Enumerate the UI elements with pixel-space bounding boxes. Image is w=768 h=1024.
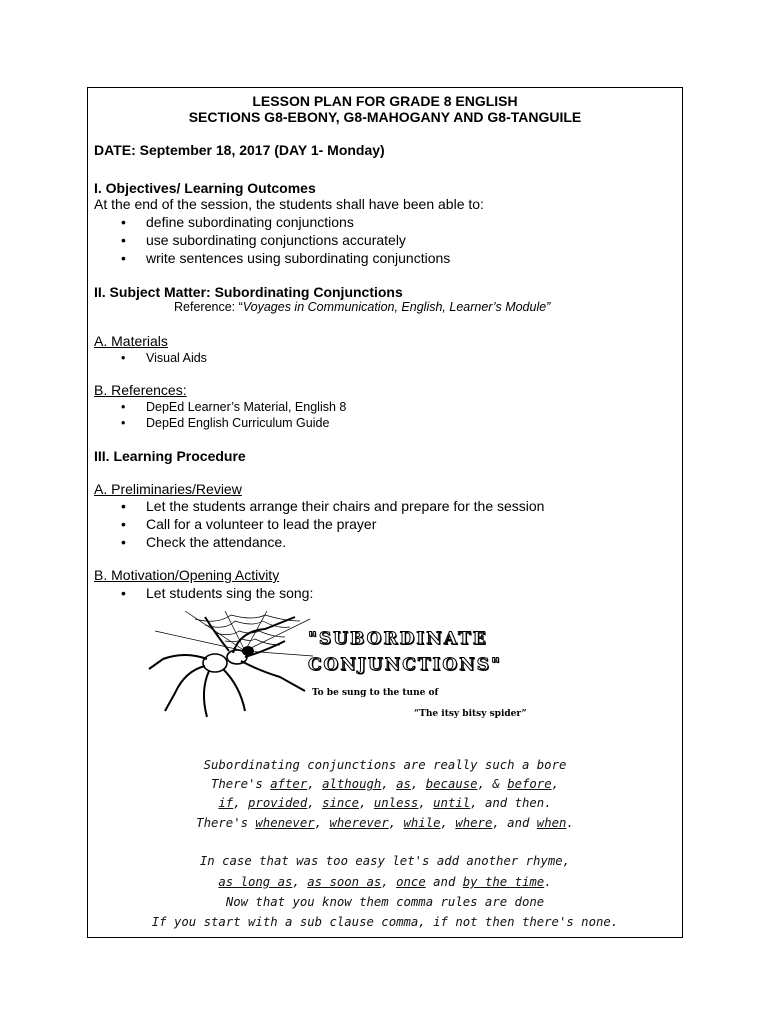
spider-web-illustration bbox=[145, 611, 313, 719]
lyric-line: In case that was too easy let's add another rhyme, bbox=[199, 854, 571, 868]
subject-matter-heading: II. Subject Matter: Subordinating Conjunctions bbox=[94, 284, 403, 300]
lyric-line: Subordinating conjunctions are really such a bore bbox=[203, 758, 567, 772]
motivation-item: • Let students sing the song: bbox=[121, 585, 314, 601]
references-heading: B. References: bbox=[94, 382, 187, 398]
lyric-line: There's after, although, as, because, & before, bbox=[210, 777, 560, 791]
subject-reference: Reference: “Voyages in Communication, English, Learner’s Module” bbox=[174, 300, 551, 314]
procedure-heading: III. Learning Procedure bbox=[94, 448, 246, 464]
lyric-line: Now that you know them comma rules are done bbox=[225, 895, 545, 909]
tune-line-2: “The itsy bitsy spider” bbox=[414, 709, 527, 719]
preliminaries-heading: A. Preliminaries/Review bbox=[94, 481, 242, 497]
spider bbox=[149, 617, 305, 717]
title-line-1: LESSON PLAN FOR GRADE 8 ENGLISH bbox=[252, 93, 518, 109]
preliminary-item: • Check the attendance. bbox=[121, 534, 287, 550]
preliminary-item: • Let the students arrange their chairs and prepare for the session bbox=[121, 498, 545, 514]
lyric-line: if, provided, since, unless, until, and then. bbox=[218, 796, 552, 810]
reference-item: • DepEd Learner’s Material, English 8 bbox=[121, 400, 347, 414]
materials-heading: A. Materials bbox=[94, 333, 168, 349]
title-line-2: SECTIONS G8-EBONY, G8-MAHOGANY AND G8-TANGUILE bbox=[188, 109, 582, 125]
objective-item: • write sentences using subordinating conjunctions bbox=[121, 250, 451, 266]
lyric-line: as long as, as soon as, once and by the time. bbox=[218, 875, 552, 889]
lyric-line: There's whenever, wherever, while, where, and when. bbox=[196, 816, 574, 830]
motivation-heading: B. Motivation/Opening Activity bbox=[94, 567, 280, 583]
material-item: • Visual Aids bbox=[121, 351, 207, 365]
song-title-line-2: CONJUNCTIONS" bbox=[308, 655, 502, 675]
objective-item: • use subordinating conjunctions accurately bbox=[121, 232, 406, 248]
lyric-line: If you start with a sub clause comma, if not then there's none. bbox=[151, 915, 619, 929]
objectives-heading: I. Objectives/ Learning Outcomes bbox=[94, 180, 316, 196]
tune-line-1: To be sung to the tune of bbox=[312, 688, 439, 698]
reference-item: • DepEd English Curriculum Guide bbox=[121, 416, 330, 430]
song-title-line-1: "SUBORDINATE bbox=[308, 629, 488, 649]
lesson-date: DATE: September 18, 2017 (DAY 1- Monday) bbox=[94, 142, 385, 158]
objective-item: • define subordinating conjunctions bbox=[121, 214, 354, 230]
lesson-plan-frame bbox=[87, 87, 683, 938]
objectives-intro: At the end of the session, the students shall have been able to: bbox=[94, 196, 484, 212]
preliminary-item: • Call for a volunteer to lead the prayer bbox=[121, 516, 377, 532]
